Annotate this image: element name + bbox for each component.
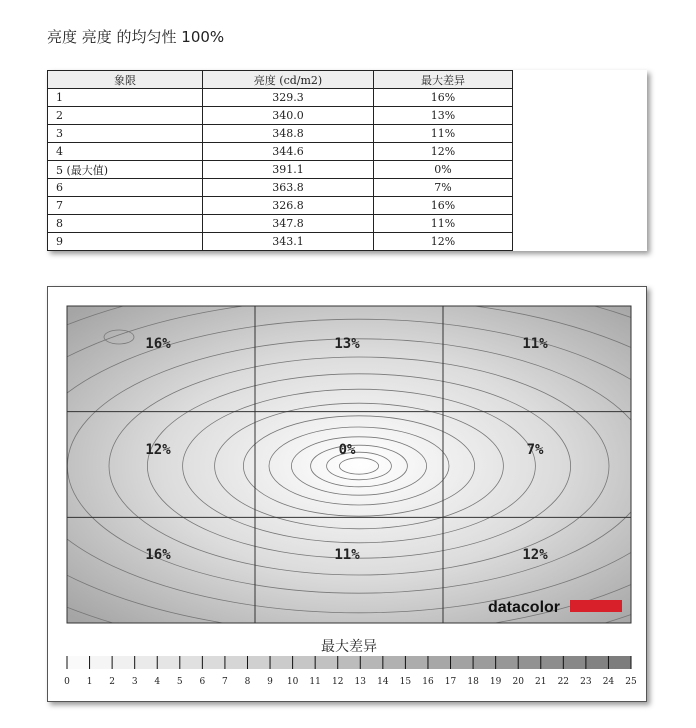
max-diff-cell: 16% [374, 89, 513, 107]
luminance-cell: 340.0 [203, 107, 374, 125]
legend-tick-label: 11 [309, 677, 321, 687]
legend-swatch [225, 656, 248, 669]
legend-tick-label: 10 [286, 677, 299, 687]
cell-label: 16% [145, 547, 171, 563]
cell-label: 13% [334, 336, 360, 352]
legend-tick-label: 2 [109, 677, 115, 687]
legend-swatch [270, 656, 293, 669]
legend-swatch [112, 656, 135, 669]
legend-swatch [293, 656, 316, 669]
legend-swatch [451, 656, 474, 669]
quadrant-cell: 2 [48, 107, 203, 125]
table-row [48, 143, 513, 161]
legend-swatch [541, 656, 564, 669]
cell-label: 0% [338, 442, 356, 458]
luminance-cell: 343.1 [203, 233, 374, 251]
cell-label: 7% [526, 442, 544, 458]
legend-swatch [518, 656, 541, 669]
legend-tick-label: 18 [467, 677, 479, 687]
header-luminance: 亮度 (cd/m2) [203, 71, 374, 89]
legend-tick-label: 15 [399, 677, 412, 687]
table-row [48, 233, 513, 251]
legend-tick-label: 14 [377, 677, 389, 687]
legend-swatch [157, 656, 180, 669]
max-diff-cell: 12% [374, 233, 513, 251]
table-row [48, 161, 513, 179]
legend-tick-label: 19 [489, 677, 502, 687]
max-diff-cell: 13% [374, 107, 513, 125]
page-title: 亮度 亮度 的均匀性 100% [47, 28, 225, 46]
luminance-cell: 363.8 [203, 179, 374, 197]
luminance-cell: 344.6 [203, 143, 374, 161]
table-panel [47, 70, 647, 251]
quadrant-cell: 7 [48, 197, 203, 215]
legend-swatch [383, 656, 406, 669]
legend-tick-label: 23 [580, 677, 592, 687]
legend-swatch [428, 656, 451, 669]
header-quadrant: 象限 [48, 71, 203, 89]
legend-tick-label: 7 [222, 677, 228, 687]
legend-swatch [608, 656, 631, 669]
uniformity-table [47, 70, 513, 251]
legend-swatch [135, 656, 158, 669]
legend-swatch [586, 656, 609, 669]
table-row [48, 179, 513, 197]
legend-tick-label: 3 [131, 677, 138, 687]
chart-panel [47, 286, 647, 702]
uniformity-chart [48, 287, 648, 703]
legend-swatch [90, 656, 113, 669]
quadrant-cell: 3 [48, 125, 203, 143]
luminance-cell: 326.8 [203, 197, 374, 215]
legend-tick-label: 16 [422, 677, 434, 687]
table-row [48, 107, 513, 125]
legend-swatch [473, 656, 496, 669]
legend-swatch [405, 656, 428, 669]
legend-tick-label: 6 [199, 677, 206, 687]
legend-tick-label: 12 [331, 677, 344, 687]
legend-swatch [67, 656, 90, 669]
datacolor-logo: datacolor [488, 599, 561, 616]
cell-label: 11% [334, 547, 360, 563]
max-diff-cell: 11% [374, 125, 513, 143]
legend-tick-label: 1 [86, 677, 93, 687]
legend-swatch [563, 656, 586, 669]
cell-label: 11% [522, 336, 548, 352]
legend-swatch [247, 656, 270, 669]
cell-label: 12% [145, 442, 171, 458]
legend-tick-label: 17 [444, 677, 457, 687]
legend-tick-label: 21 [535, 677, 547, 687]
quadrant-cell: 4 [48, 143, 203, 161]
legend-tick-label: 9 [267, 677, 273, 687]
legend-tick-label: 8 [244, 677, 251, 687]
heatmap-background [67, 306, 631, 623]
quadrant-cell: 9 [48, 233, 203, 251]
quadrant-cell: 6 [48, 179, 203, 197]
legend-tick-label: 5 [176, 677, 183, 687]
luminance-cell: 391.1 [203, 161, 374, 179]
table-row [48, 215, 513, 233]
max-diff-cell: 12% [374, 143, 513, 161]
max-diff-cell: 0% [374, 161, 513, 179]
legend-swatch [180, 656, 203, 669]
header-max-diff: 最大差异 [374, 71, 513, 89]
max-diff-cell: 11% [374, 215, 513, 233]
datacolor-logo-bar [570, 600, 622, 612]
quadrant-cell: 5 (最大值) [48, 161, 203, 179]
cell-label: 12% [522, 547, 548, 563]
legend-tick-label: 13 [354, 677, 367, 687]
legend-swatch [315, 656, 338, 669]
legend-title: 最大差异 [321, 639, 377, 655]
legend-tick-label: 20 [512, 677, 524, 687]
legend-tick-label: 4 [154, 677, 161, 687]
legend-swatch [202, 656, 225, 669]
legend-tick-label: 24 [602, 677, 615, 687]
max-diff-cell: 16% [374, 197, 513, 215]
legend-swatch [360, 656, 383, 669]
legend-tick-label: 22 [557, 677, 570, 687]
legend-tick-label: 0 [64, 677, 70, 687]
max-diff-cell: 7% [374, 179, 513, 197]
legend-swatch [496, 656, 519, 669]
luminance-cell: 348.8 [203, 125, 374, 143]
luminance-cell: 329.3 [203, 89, 374, 107]
cell-label: 16% [145, 336, 171, 352]
table-row [48, 197, 513, 215]
table-row [48, 89, 513, 107]
table-row [48, 125, 513, 143]
quadrant-cell: 8 [48, 215, 203, 233]
luminance-cell: 347.8 [203, 215, 374, 233]
quadrant-cell: 1 [48, 89, 203, 107]
legend-tick-label: 25 [625, 677, 637, 687]
legend-swatch [338, 656, 361, 669]
